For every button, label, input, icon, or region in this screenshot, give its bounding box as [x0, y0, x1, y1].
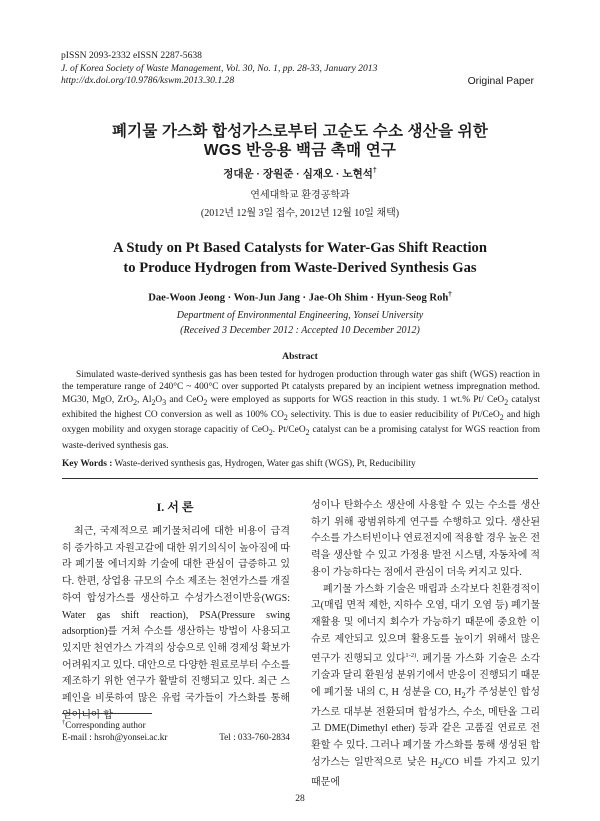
doi-link[interactable]: http://dx.doi.org/10.9786/kswm.2013.30.1.28: [61, 75, 235, 87]
footnote-divider: [62, 713, 152, 714]
english-received: (Received 3 December 2012 : Accepted 10 December 2012): [180, 325, 420, 336]
issn: pISSN 2093-2332 eISSN 2287-5638: [61, 50, 202, 61]
paragraph-text: 가 주성분인 합성가스로 대부분 전환되며 합성가스, 수소, 메탄올 그리고 DME(Dimethyl ether) 등과 같은 고품질 연료로 전환할 수 있다. 그러나 폐기물 가스화를 통해 생성된 합성가스는 일반적으로 낮은 H: [311, 687, 540, 768]
abstract-text: and CeO: [166, 394, 204, 405]
korean-received: (2012년 12월 3일 접수, 2012년 12월 10일 채택): [200, 208, 400, 219]
footnote-email[interactable]: E-mail : hsroh@yonsei.ac.kr: [62, 732, 168, 743]
dagger-mark: †: [448, 290, 452, 298]
paragraph-text: /CO 비를 가지고 있기 때문에: [311, 756, 541, 788]
abstract-text: and high oxygen mobility and oxygen storage capacitiy of CeO: [62, 410, 540, 436]
footnote-contact-row: [62, 731, 290, 743]
footnote-label: Corresponding author: [65, 720, 146, 731]
subscript: 2: [203, 397, 208, 407]
paragraph-text: 폐기물 가스화 기술은 매립과 소각보다 친환경적이고(매립 면적 제한, 지하수 오염, 대기 오염 등) 폐기물 재활용 및 에너지 회수가 가능하기 때문에 중요한 이슈로 제안되고 있으며 활용도를 높이기 위해서 많은 연구가 진행되고 있다: [311, 583, 540, 665]
corresponding-author-footnote: [62, 717, 290, 744]
citation-ref: 1-2): [405, 652, 417, 660]
intro-paragraph-1: 최근, 국제적으로 폐기물처리에 대한 비용이 급격히 증가하고 자원고갈에 대한 위기의식이 높아짐에 따라 폐기물 에너지화 기술에 대한 관심이 급증하고 있다. 한편, 상업용 규모의 수소 제조는 천연가스를 개질하여 합성가스를 생산하고 수성가스전이반응(WGS: Water gas shift reaction), PSA(Pressure swing adsorption)를 거쳐 수소를 생산하는 방법이 사용되고 있지만 천연가스 가격의 상승으로 인해 경제성 확보가 어려워지고 있다. 대안으로 다양한 원료로부터 수소를 제조하기 위한 연구가 활발히 진행되고 있다. 최근 스페인을 비롯하여 많은 유럽 국가들이 가스화를 통해 얻어니아 합: [62, 526, 290, 721]
abstract-text: . Pt/CeO: [272, 425, 306, 436]
footnote-label-row: [62, 717, 290, 731]
english-title-line1: A Study on Pt Based Catalysts for Water-Gas Shift Reaction: [113, 240, 487, 256]
abstract-text: were employed as supports for WGS reaction in this study. 1 wt.% Pt/ CeO: [207, 394, 505, 405]
journal-metadata: [61, 50, 377, 88]
subscript: 2: [268, 428, 273, 438]
english-authors: [0, 290, 600, 304]
intro-paragraph-2: [311, 582, 540, 792]
subscript: 2: [438, 760, 443, 770]
english-affiliation: Department of Environmental Engineering, Yonsei University: [176, 310, 424, 321]
keywords-label: Key Words :: [62, 459, 113, 469]
paragraph-text: . 폐기물 가스화 기술은 소각 기술과 달리 환원성 분위기에서 반응이 진행되기 때문에 폐기물 내의 C, H 성분을 CO, H: [311, 653, 540, 699]
abstract-text: catalyst can be a promising catalyst for WGS reaction from waste-derived synthesis gas.: [62, 425, 540, 451]
intro-paragraph-continued: 성이나 탄화수소 생산에 사용할 수 있는 수소를 생산하기 위해 광범위하게 연구를 수행하고 있다. 생산된 수소를 가스터빈이나 연료전지에 적용할 경우 높은 전력을 생산할 수 있고 가정용 발전 시스템, 자동차에 적용이 가능하다는 점에서 관심이 더욱 커지고 있다.: [311, 500, 540, 578]
abstract-text: catalyst exhibited the highest CO conversion as well as 100% CO: [62, 394, 541, 421]
keywords: [62, 459, 540, 469]
korean-author-list: 정대운 · 장원준 · 심재오 · 노현석: [223, 168, 373, 180]
english-title-line2: to Produce Hydrogen from Waste-Derived Synthesis Gas: [123, 260, 477, 276]
subscript: 2: [305, 428, 310, 438]
abstract-text: selectivity. This is due to easier reducibility of Pt/CeO: [287, 410, 500, 421]
section-divider: [62, 478, 538, 479]
english-title: [0, 238, 600, 278]
subscript: 2: [461, 691, 466, 701]
section-heading-introduction: I. 서 론: [156, 500, 194, 514]
korean-title-line2: WGS 반응용 백금 촉매 연구: [203, 142, 397, 159]
page-number: 28: [295, 793, 305, 804]
korean-title-line1: 폐기물 가스화 합성가스로부터 고순도 수소 생산을 위한: [111, 123, 489, 140]
korean-title: [0, 122, 600, 160]
subscript: 2: [283, 412, 288, 422]
abstract-text: O: [155, 394, 163, 405]
subscript: 2: [151, 397, 156, 407]
paper-type-label: Original Paper: [467, 76, 534, 87]
english-author-list: Dae-Woon Jeong · Won-Jun Jang · Jae-Oh Shim · Hyun-Seog Roh: [148, 292, 449, 304]
dagger-mark: †: [62, 719, 66, 726]
abstract-body: [62, 369, 540, 452]
abstract-text: Simulated waste-derived synthesis gas has been tested for hydrogen production through water gas shift (WGS) reaction in the temperature range of 240°C ~ 400°C over supported Pt catalysts prepared by an incipient wetness impregnation method. MG30, MgO, ZrO: [62, 370, 540, 405]
korean-affiliation: 연세대학교 환경공학과: [250, 190, 350, 201]
abstract-text: , Al: [137, 394, 152, 405]
journal-citation: J. of Korea Society of Waste Management, Vol. 30, No. 1, pp. 28-33, January 2013: [61, 62, 378, 74]
subscript: 2: [499, 412, 504, 422]
korean-authors: [0, 166, 600, 181]
dagger-mark: †: [372, 167, 377, 175]
subscript: 2: [504, 397, 509, 407]
subscript: 2: [133, 397, 138, 407]
subscript: 3: [162, 397, 167, 407]
abstract-heading: Abstract: [282, 351, 318, 362]
footnote-tel: Tel : 033-760-2834: [219, 732, 290, 743]
keywords-text: Waste-derived synthesis gas, Hydrogen, Water gas shift (WGS), Pt, Reducibility: [112, 459, 416, 469]
right-column: [311, 498, 540, 791]
left-column: [62, 524, 290, 724]
